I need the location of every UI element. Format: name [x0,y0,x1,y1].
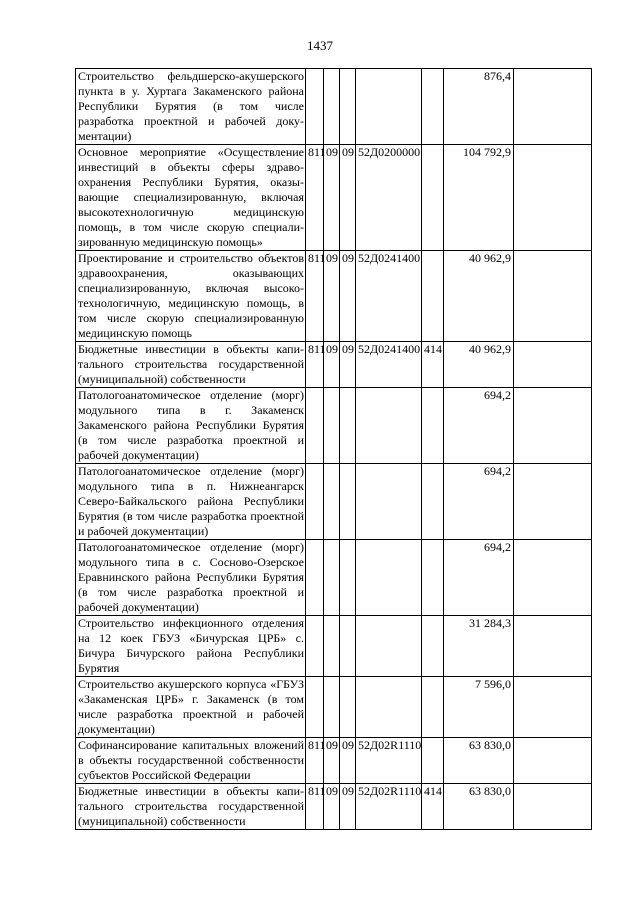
table-row [76,738,592,784]
amount-cell: 31 284,3 [444,616,514,677]
ministry-code-cell [306,464,324,540]
section-code-cell: 09 [324,784,340,830]
amount-cell: 40 962,9 [444,251,514,342]
section-code-cell [324,616,340,677]
target-article-cell: 52Д0241400 [356,342,422,388]
subsection-code-cell: 09 [340,145,356,251]
target-article-cell [356,540,422,616]
subsection-code-cell [340,616,356,677]
subsection-code-cell: 09 [340,738,356,784]
ministry-code-cell [306,677,324,738]
row-name-cell: Софинансирование капитальных вложений в объекты государственной собственности субъектов Российской Федерации [76,738,306,784]
amount-cell: 876,4 [444,69,514,145]
ministry-code-cell [306,69,324,145]
row-name-cell: Строительство акушерского корпуса «ГБУЗ «Закаменская ЦРБ» г. Закаменск (в том числе разработка проектной и рабочей документации) [76,677,306,738]
target-article-cell [356,464,422,540]
amount-cell: 104 792,9 [444,145,514,251]
subsection-code-cell: 09 [340,342,356,388]
amount-cell: 694,2 [444,540,514,616]
expense-type-cell [422,738,444,784]
ministry-code-cell: 811 [306,145,324,251]
empty-cell [514,677,592,738]
row-name-cell: Проектирование и строительство объектов здравоохранения, оказывающих специализированную, включая высокотехнологичную, медицинскую помощь, в том числе скорую специализированную медицинскую помощь [76,251,306,342]
ministry-code-cell: 811 [306,784,324,830]
subsection-code-cell [340,388,356,464]
expense-type-cell [422,388,444,464]
table-row [76,464,592,540]
empty-cell [514,388,592,464]
section-code-cell [324,69,340,145]
expense-type-cell [422,464,444,540]
section-code-cell: 09 [324,738,340,784]
section-code-cell [324,388,340,464]
page-number: 1437 [307,38,333,53]
expense-type-cell [422,69,444,145]
row-name-cell: Строительство фельдшерско-акушерского пункта в у. Хуртага Закаменского района Республики Бурятия (в том числе разработка проектной и рабочей документации) [76,69,306,145]
expense-type-cell [422,145,444,251]
section-code-cell: 09 [324,342,340,388]
amount-cell: 63 830,0 [444,738,514,784]
table-row [76,540,592,616]
table-row [76,616,592,677]
table-row [76,145,592,251]
expense-type-cell: 414 [422,342,444,388]
budget-table [75,68,592,830]
ministry-code-cell [306,540,324,616]
section-code-cell: 09 [324,251,340,342]
row-name-cell: Бюджетные инвестиции в объекты капитального строительства государственной (муниципальной) собственности [76,342,306,388]
amount-cell: 63 830,0 [444,784,514,830]
ministry-code-cell: 811 [306,738,324,784]
target-article-cell [356,388,422,464]
expense-type-cell [422,251,444,342]
empty-cell [514,251,592,342]
ministry-code-cell [306,388,324,464]
amount-cell: 40 962,9 [444,342,514,388]
ministry-code-cell: 811 [306,342,324,388]
subsection-code-cell [340,540,356,616]
amount-cell: 7 596,0 [444,677,514,738]
amount-cell: 694,2 [444,464,514,540]
ministry-code-cell [306,616,324,677]
section-code-cell [324,540,340,616]
empty-cell [514,784,592,830]
target-article-cell [356,69,422,145]
table-row [76,784,592,830]
row-name-cell: Патологоанатомическое отделение (морг) модульного типа в г. Закаменск Закаменского района Республики Бурятия (в том числе разработка проектной и рабочей документации) [76,388,306,464]
row-name-cell: Основное мероприятие «Осуществление инвестиций в объекты сферы здравоохранения Республики Бурятия, оказывающие специализированную, включая высокотехнологичную медицинскую помощь, в том числе скорую специализированную медицинскую помощь» [76,145,306,251]
table-row [76,69,592,145]
empty-cell [514,145,592,251]
target-article-cell: 52Д0241400 [356,251,422,342]
expense-type-cell [422,616,444,677]
amount-cell: 694,2 [444,388,514,464]
row-name-cell: Патологоанатомическое отделение (морг) модульного типа в п. Нижнеангарск Северо-Байкальского района Республики Бурятия (в том числе разработка проектной и рабочей документации) [76,464,306,540]
table-row [76,677,592,738]
table-row [76,251,592,342]
target-article-cell: 52Д02R1110 [356,738,422,784]
row-name-cell: Бюджетные инвестиции в объекты капитального строительства государственной (муниципальной) собственности [76,784,306,830]
target-article-cell [356,677,422,738]
table-row [76,342,592,388]
expense-type-cell [422,540,444,616]
subsection-code-cell: 09 [340,784,356,830]
ministry-code-cell: 811 [306,251,324,342]
subsection-code-cell [340,677,356,738]
empty-cell [514,342,592,388]
expense-type-cell: 414 [422,784,444,830]
empty-cell [514,738,592,784]
subsection-code-cell [340,464,356,540]
subsection-code-cell [340,69,356,145]
empty-cell [514,616,592,677]
expense-type-cell [422,677,444,738]
row-name-cell: Патологоанатомическое отделение (морг) модульного типа в с. Сосново-Озерское Еравнинского района Республики Бурятия (в том числе разработка проектной и рабочей документации) [76,540,306,616]
empty-cell [514,540,592,616]
row-name-cell: Строительство инфекционного отделения на 12 коек ГБУЗ «Бичурская ЦРБ» с. Бичура Бичурского района Республики Бурятия [76,616,306,677]
target-article-cell: 52Д02R1110 [356,784,422,830]
target-article-cell [356,616,422,677]
empty-cell [514,69,592,145]
subsection-code-cell: 09 [340,251,356,342]
section-code-cell [324,464,340,540]
target-article-cell: 52Д0200000 [356,145,422,251]
section-code-cell [324,677,340,738]
empty-cell [514,464,592,540]
table-row [76,388,592,464]
section-code-cell: 09 [324,145,340,251]
table-body [76,69,592,830]
